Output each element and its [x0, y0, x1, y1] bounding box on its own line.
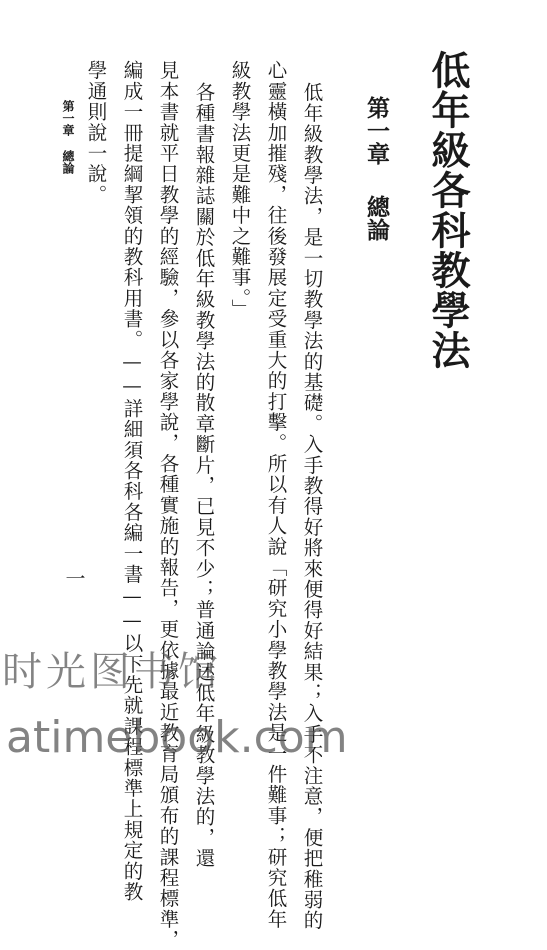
body-line: 學通則說一說。 — [84, 60, 108, 205]
chapter-heading — [365, 96, 388, 241]
body-line: 級教學法更是難中之難事。」 — [228, 60, 252, 320]
running-head: 第一章 總論 — [61, 100, 75, 174]
watermark — [0, 640, 547, 768]
watermark-url: atimebook.com — [6, 712, 348, 763]
watermark-chinese: 时光图书馆 — [2, 649, 222, 695]
body-line: 各種書報雜誌關於低年級教學法的散章斷片，已見不少；普通論述低年級教學法的，還 — [192, 82, 216, 869]
body-line: 低年級教學法，是一切教學法的基礎。入手教得好將來便得好結果；入手不注意，便把稚弱的 — [300, 82, 324, 931]
chapter-name: 總論 — [363, 195, 390, 241]
body-line: 見本書就平日教學的經驗，參以各家學說，各種實施的報告，更依據最近教育局頒布的課程標準， — [156, 60, 180, 950]
chapter-number: 第一章 — [363, 96, 390, 165]
body-line: 心靈橫加摧殘，往後發展定受重大的打擊。所以有人說「研究小學教學法是一件難事；研究低年 — [264, 60, 288, 930]
body-line: 編成一冊提綱挈領的教科用書。——詳細須各科各編一書——以下先就課程標準上規定的教 — [120, 60, 144, 902]
book-title: 低年級各科教學法 — [425, 50, 471, 370]
page-number: 一 — [62, 568, 86, 588]
